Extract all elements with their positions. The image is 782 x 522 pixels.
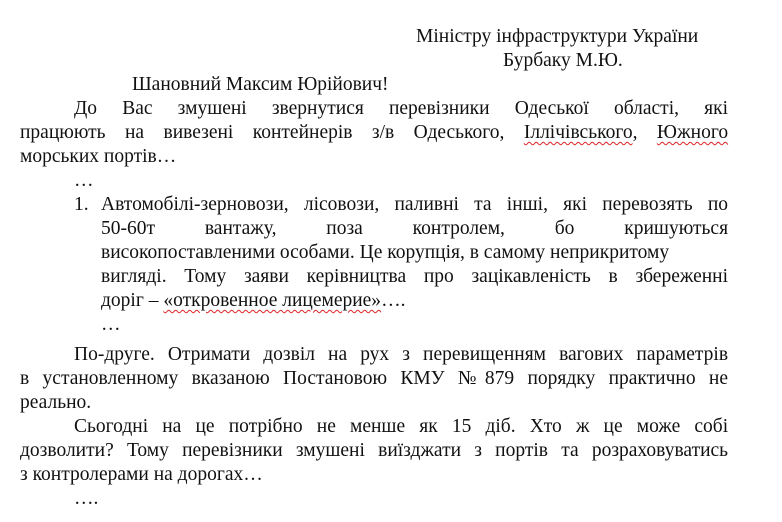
ellipsis-3: …. (74, 488, 99, 509)
spellcheck-phrase: «откровенное лицемерие» (163, 290, 382, 311)
p3-line-1: Сьогодні на це потрібно не менше як 15 діб. Хто ж це може собі (74, 416, 729, 437)
item1-line-4: вигляді. Тому заяви керівництва про зацікавленість в збереженні (101, 266, 729, 287)
p2-line-1: По-друге. Отримати дозвіл на рух з перевищенням вагових параметрів (74, 344, 729, 365)
p1-line-1: До Вас змушені звернутися перевізники Одеської області, які (74, 98, 729, 119)
spellcheck-word: Іллічівського (523, 122, 633, 143)
p2-line-2: в установленному вказаною Постановою КМУ №879 порядку практично не (20, 368, 729, 389)
addressee-line-2: Бурбаку М.Ю. (503, 50, 623, 71)
item1-line-5: доріг – «откровенное лицемерие»…. (101, 290, 406, 311)
p2-line-3: реально. (20, 392, 92, 413)
p3-line-2: дозволити? Тому перевізники змушені виїзджати з портів та розраховуватись (20, 440, 729, 461)
spellcheck-word: Южного (656, 122, 729, 143)
item1-line-3: високопоставленими особами. Це корупція, в самому неприкритому (101, 242, 670, 263)
addressee-line-1: Міністру інфраструктури України (416, 26, 699, 47)
list-number: 1. (74, 194, 89, 215)
p3-line-3: з контролерами на дорогах… (20, 464, 263, 485)
ellipsis-1: … (74, 170, 94, 191)
salutation: Шановний Максим Юрійович! (132, 74, 389, 95)
item1-line-2: 50-60т вантажу, поза контролем, бо кришуються (101, 218, 729, 239)
p1-line-3: морських портів… (20, 146, 177, 167)
item1-line-1: Автомобілі-зерновози, лісовози, паливні та інші, які перевозять по (101, 194, 729, 215)
p1-line-2: працюють на вивезені контейнерів з/в Одеського, Іллічівського, Южного (20, 122, 729, 143)
ellipsis-2: … (101, 314, 121, 335)
